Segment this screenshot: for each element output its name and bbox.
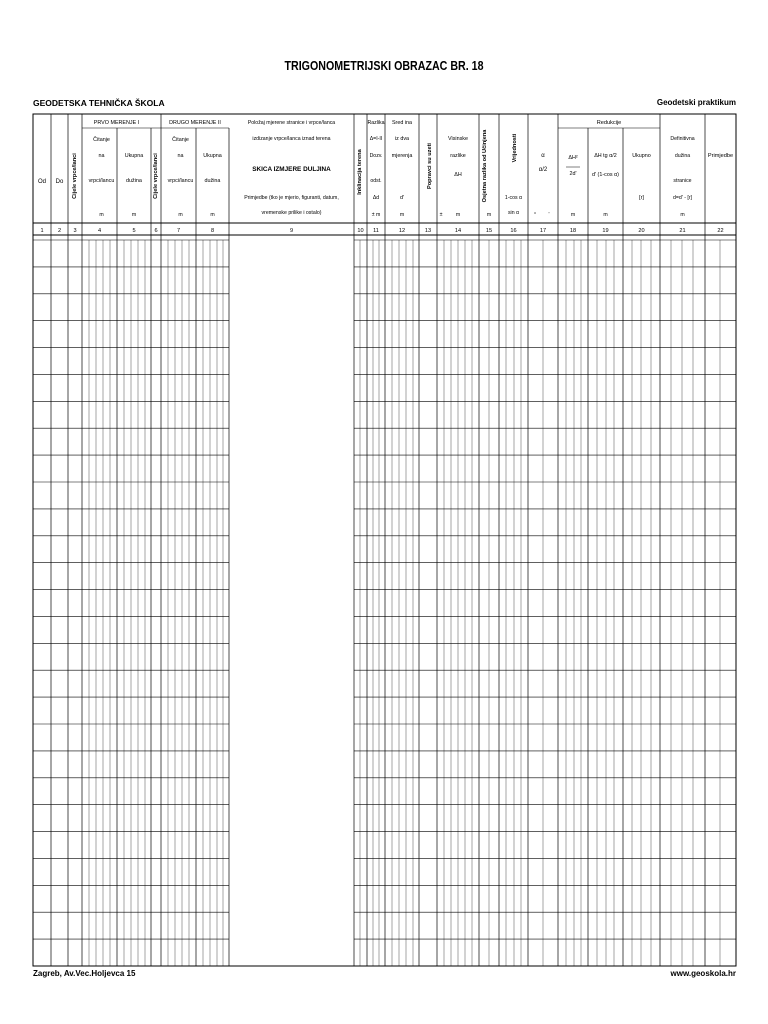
- col-angle-funcs-header: 1-cos α: [504, 195, 523, 201]
- sketch-header-line5: vremenske prilike i ostalo): [261, 210, 322, 216]
- school-name: GEODETSKA TEHNIČKA ŠKOLA: [33, 98, 165, 108]
- column-number: 7: [176, 228, 181, 234]
- column-number: 19: [602, 228, 609, 234]
- col-height-diff-header: Visinske: [448, 136, 468, 142]
- col-total-1-header: Ukupna: [124, 153, 144, 159]
- sketch-header-line2: izdizanje vrpce/lanca iznad terena: [252, 136, 331, 142]
- col-alpha-header: α/2: [538, 167, 548, 173]
- column-number: 16: [510, 228, 517, 234]
- unit-label: m: [210, 212, 215, 218]
- col-reading-1-header: Čitanje: [93, 137, 110, 143]
- unit-label: ± m: [371, 212, 381, 218]
- sketch-header-line1: Položaj mjerene stranice i vrpce/lanca: [247, 120, 336, 126]
- col-reduction-20-header: Ukupno: [632, 153, 651, 159]
- col-reduction-19-header: d' (1-cos α): [592, 172, 619, 178]
- sketch-header-line4: Primjedbe (tko je mjerio, figuranti, datum,: [244, 195, 339, 201]
- col-inclination-header: Inklinacija terena: [357, 149, 363, 195]
- col-reduction-18-header: 2d': [569, 171, 577, 177]
- col-angle-funcs-header: sin α: [507, 210, 520, 216]
- col-difference-header: Razlika: [367, 120, 385, 126]
- col-whole-tapes-1-header: Cijele vrpce/lanci: [72, 153, 78, 199]
- unit-label: m: [455, 212, 461, 218]
- unit-label: m: [603, 212, 608, 218]
- column-number: 4: [97, 228, 102, 234]
- column-number: 2: [57, 228, 62, 234]
- column-number: 15: [485, 228, 493, 234]
- footer-website: www.geoskola.hr: [670, 969, 736, 978]
- unit-label: m: [99, 212, 104, 218]
- col-difference-header: Δ=I-II: [369, 136, 383, 142]
- col-difference-header: odst.: [370, 178, 382, 184]
- column-number: 8: [210, 228, 215, 234]
- col-alpha-header: α: [541, 153, 545, 159]
- column-number: 20: [638, 228, 645, 234]
- col-corrections-header: Popravci su uzeti: [427, 142, 433, 190]
- col-total-1-header: dužina: [126, 178, 142, 184]
- unit-label: m: [131, 212, 137, 218]
- col-reading-1-header: vrpci/lancu: [88, 178, 115, 184]
- col-definitive-header: d=d' - [r]: [672, 195, 693, 201]
- col-reduction-20-header: [r]: [639, 195, 644, 201]
- column-number: 3: [73, 228, 77, 234]
- column-number: 11: [373, 228, 379, 234]
- col-od-header: Od: [37, 179, 47, 185]
- col-reading-2-header: na: [177, 153, 184, 159]
- col-difference-header: Dozv.: [369, 153, 383, 159]
- column-number: 1: [40, 228, 44, 234]
- unit-label: m: [486, 212, 492, 218]
- unit-label: m: [570, 212, 576, 218]
- unit-label: ': [548, 212, 550, 218]
- course-name: Geodetski praktikum: [656, 98, 736, 107]
- col-elevation-diff-header: Osjetna razlika od Učinjena: [482, 129, 488, 203]
- footer-address: Zagreb, Av.Vec.Holjevca 15: [33, 969, 136, 978]
- unit-label: °: [533, 212, 537, 218]
- column-number: 5: [132, 228, 136, 234]
- col-reduction-18-header: ΔH²: [568, 155, 578, 161]
- col-reduction-19-header: ΔH tg α/2: [594, 153, 617, 159]
- column-number: 6: [154, 228, 158, 234]
- first-measure-header: PRVO MERENJE I: [93, 120, 140, 126]
- reductions-header: Redukcije: [596, 120, 622, 126]
- col-definitive-header: dužina: [674, 153, 691, 159]
- column-number: 9: [289, 228, 294, 234]
- col-average-header: mjerenja: [391, 153, 413, 159]
- sketch-header-title: SKICA IZMJERE DULJINA: [252, 166, 331, 173]
- unit-label: m: [680, 212, 685, 218]
- col-average-header: iz dva: [394, 136, 410, 142]
- column-number: 14: [454, 228, 462, 234]
- col-height-diff-header: ΔH: [454, 172, 462, 178]
- table-frame: [33, 114, 736, 966]
- col-total-2-header: dužina: [204, 178, 221, 184]
- col-definitive-header: Definitivna: [670, 136, 695, 142]
- column-number: 21: [679, 228, 686, 234]
- col-difference-header: Δd: [372, 195, 380, 201]
- col-notes-header: Primjedbe: [707, 153, 734, 159]
- column-number: 12: [398, 228, 406, 234]
- col-reading-2-header: Čitanje: [172, 137, 189, 143]
- column-number: 13: [424, 228, 432, 234]
- col-total-2-header: Ukupna: [203, 153, 222, 159]
- col-reading-1-header: na: [98, 153, 105, 159]
- document-title: TRIGONOMETRIJSKI OBRAZAC BR. 18: [284, 58, 484, 73]
- column-number: 22: [717, 228, 724, 234]
- col-do-header: Do: [55, 179, 64, 185]
- col-average-header: Sred ina: [391, 120, 413, 126]
- unit-label: m: [178, 212, 183, 218]
- col-average-header: d': [399, 195, 405, 201]
- column-number: 17: [539, 228, 547, 234]
- col-height-diff-header: razlike: [450, 153, 466, 159]
- col-whole-tapes-2-header: Cijele vrpce/lanci: [153, 153, 159, 199]
- col-reading-2-header: vrpci/lancu: [167, 178, 194, 184]
- col-definitive-header: stranice: [673, 178, 692, 184]
- unit-label: m: [399, 212, 405, 218]
- col-angle-value-header: Vrijednosti: [512, 133, 518, 163]
- column-number: 10: [357, 228, 364, 234]
- column-number: 18: [569, 228, 577, 234]
- unit-label: ±: [439, 212, 443, 218]
- second-measure-header: DRUGO MERENJE II: [169, 120, 221, 126]
